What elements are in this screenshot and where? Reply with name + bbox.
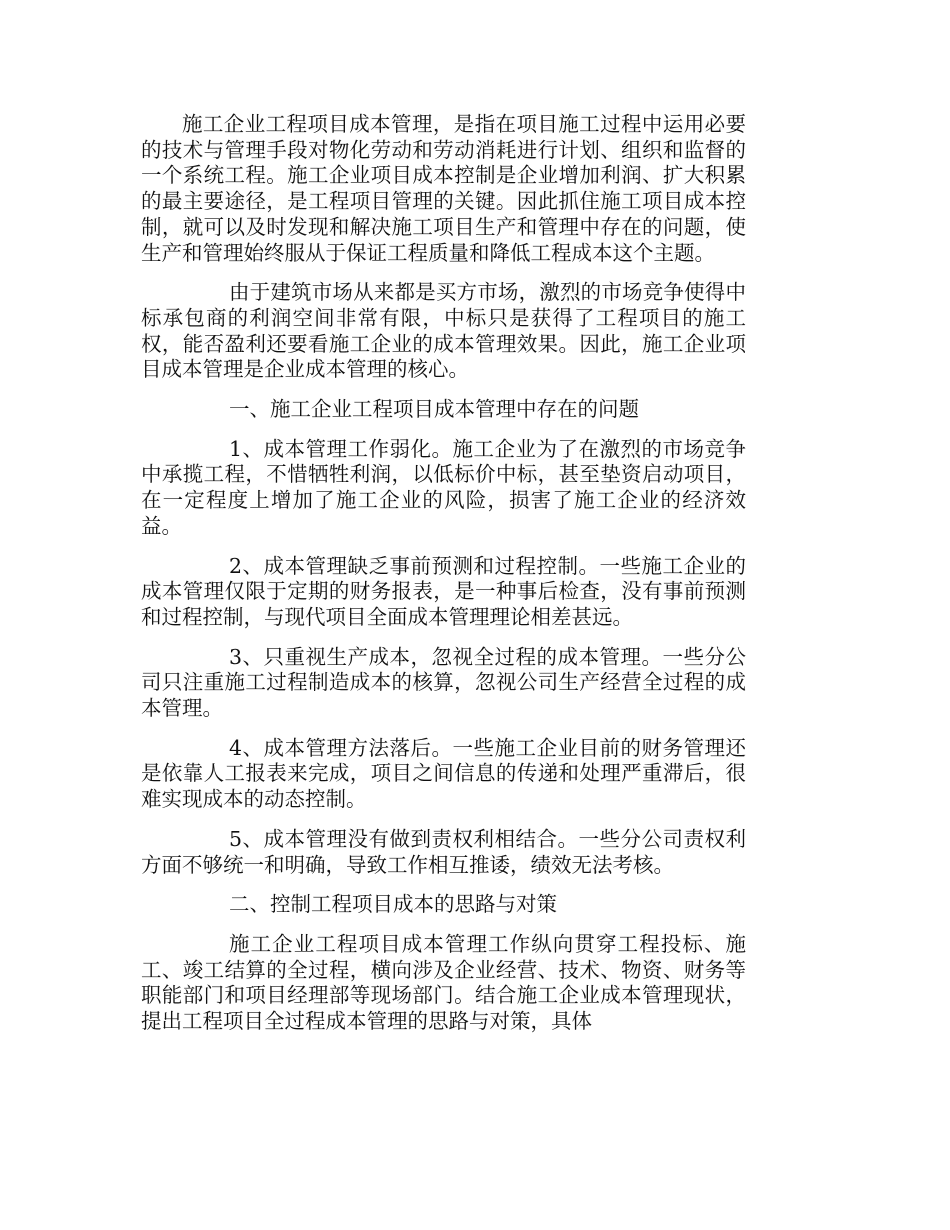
paragraph-problem-1: 1、成本管理工作弱化。施工企业为了在激烈的市场竞争中承揽工程，不惜牺牲利润，以低标价中标，甚至垫资启动项目，在一定程度上增加了施工企业的风险，损害了施工企业的经济效益。 — [141, 436, 746, 538]
paragraph-problem-3: 3、只重视生产成本，忽视全过程的成本管理。一些分公司只注重施工过程制造成本的核算，忽视公司生产经营全过程的成本管理。 — [141, 644, 746, 721]
paragraph-problem-5: 5、成本管理没有做到责权利相结合。一些分公司责权利方面不够统一和明确，导致工作相互推诿，绩效无法考核。 — [141, 826, 746, 877]
section-heading-problems: 一、施工企业工程项目成本管理中存在的问题 — [229, 397, 639, 422]
paragraph-problem-2: 2、成本管理缺乏事前预测和过程控制。一些施工企业的成本管理仅限于定期的财务报表，是一种事后检查，没有事前预测和过程控制，与现代项目全面成本管理理论相差甚远。 — [141, 553, 746, 629]
paragraph-strategy-intro: 施工企业工程项目成本管理工作纵向贯穿工程投标、施工、竣工结算的全过程，横向涉及企业经营、技术、物资、财务等职能部门和项目经理部等现场部门。结合施工企业成本管理现状，提出工程项目全过程成本管理的思路与对策，具体 — [141, 931, 746, 1034]
section-heading-strategies: 二、控制工程项目成本的思路与对策 — [229, 892, 557, 917]
paragraph-market: 由于建筑市场从来都是买方市场，激烈的市场竞争使得中标承包商的利润空间非常有限，中标只是获得了工程项目的施工权，能否盈利还要看施工企业的成本管理效果。因此，施工企业项目成本管理是企业成本管理的核心。 — [141, 280, 746, 382]
paragraph-problem-4: 4、成本管理方法落后。一些施工企业目前的财务管理还是依靠人工报表来完成，项目之间信息的传递和处理严重滞后，很难实现成本的动态控制。 — [141, 735, 746, 812]
document-body — [141, 112, 746, 1049]
paragraph-intro: 施工企业工程项目成本管理，是指在项目施工过程中运用必要的技术与管理手段对物化劳动和劳动消耗进行计划、组织和监督的一个系统工程。施工企业项目成本控制是企业增加利润、扩大积累的最主要途径，是工程项目管理的关键。因此抓住施工项目成本控制，就可以及时发现和解决施工项目生产和管理中存在的问题，使生产和管理始终服从于保证工程质量和降低工程成本这个主题。 — [141, 112, 746, 265]
